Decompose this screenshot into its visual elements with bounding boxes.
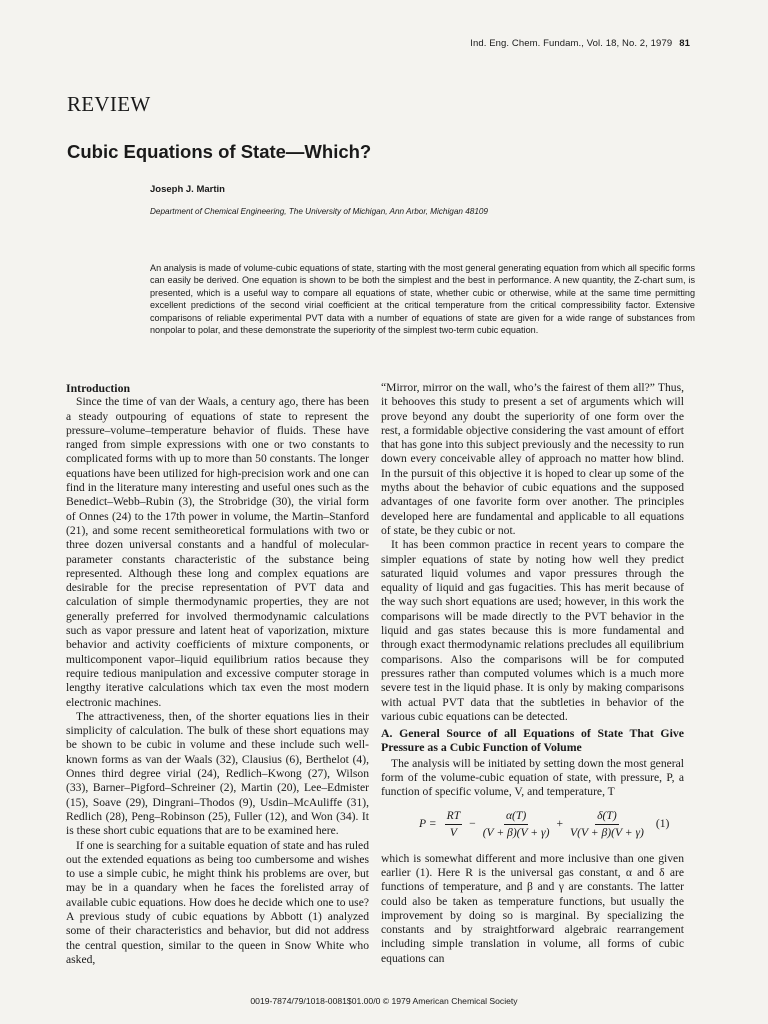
equation-number: (1) <box>655 817 670 831</box>
term-1-numerator: RT <box>445 809 463 825</box>
equation-term-3 <box>570 809 644 841</box>
term-1-denominator: V <box>449 826 457 840</box>
body-paragraph: which is somewhat different and more inclusive than one given earlier (1). Here R is the universal gas constant, α and δ are functions of temperature, and β and γ are constants. The latter could also be taken as temperature functions, but usually the improvement by doing so is marginal. By specializing the constants and by straightforward algebraic rearrangement including simple translation in volume, all forms of cubic equations can <box>381 851 684 965</box>
section-heading-introduction: Introduction <box>66 381 131 395</box>
author-affiliation: Department of Chemical Engineering, The University of Michigan, Ann Arbor, Michigan 48109 <box>150 207 488 216</box>
equation-term-1 <box>445 809 463 841</box>
section-heading-a: A. General Source of all Equations of State That Give Pressure as a Cubic Function of Volume <box>381 726 684 755</box>
term-2-denominator: (V + β)(V + γ) <box>482 826 550 840</box>
abstract: An analysis is made of volume-cubic equations of state, starting with the most general generating equation from which all specific forms can easily be derived. One equation is shown to be both the simplest and the best in performance. A new quantity, the Z-chart sum, is presented, which is a useful way to compare all equations of state, whether cubic or otherwise, while at the same time permitting excellent predictions of the second virial coefficient at the critical temperature from the critical compressibility factor. Extensive comparisons of reliable experimental PVT data with a number of equations of state are given for a wide range of substances from nonpolar to polar, and these demonstrate the superiority of the simplest two-term cubic equation. <box>150 263 695 336</box>
equation-operator-plus: + <box>556 817 564 831</box>
left-column <box>66 381 369 967</box>
equation-operator-minus: − <box>469 817 476 831</box>
body-paragraph: If one is searching for a suitable equation of state and has ruled out the extended equations as being too cumbersome and wishes to use a simple cubic, he might think his problems are over, but may be in a quandary when he faces the forelisted array of available cubic equations. How does he decide which one to use? A previous study of cubic equations by Abbott (1) analyzed some of their characteristics and behavior, but did not address the central question, similar to the queen in Snow White who asked, <box>66 838 369 966</box>
equation-term-2 <box>483 809 550 841</box>
page-number: 81 <box>679 38 690 49</box>
term-3-numerator: δ(T) <box>595 809 619 825</box>
right-column <box>381 381 684 966</box>
page-footer: 0019-7874/79/1018-0081$01.00/0 © 1979 American Chemical Society <box>250 996 518 1006</box>
equation-lhs: P = <box>419 817 437 831</box>
author-name: Joseph J. Martin <box>150 184 225 195</box>
term-2-numerator: α(T) <box>504 809 528 825</box>
body-paragraph: “Mirror, mirror on the wall, who’s the fairest of them all?” Thus, it behooves this study to present a set of arguments which will prove beyond any doubt the superiority of one form over the rest, a formidable objective considering the vast amount of effort that has gone into this subject previously and the necessity to run down every conceivable alley of approach no matter how blind. In the pursuit of this objective it is hoped to clear up some of the myths about the behavior of cubic equations and the supposed advantages of one favorite form over another. The principles developed here are fundamental and applicable to all equations of state, be they cubic or not. <box>381 381 684 537</box>
article-title: Cubic Equations of State—Which? <box>67 141 372 162</box>
journal-citation: Ind. Eng. Chem. Fundam., Vol. 18, No. 2, 1979 <box>470 38 673 49</box>
body-paragraph: Since the time of van der Waals, a century ago, there has been a steady outpouring of equations of state to represent the pressure–volume–temperature behavior of fluids. These have ranged from simple expressions with one or two constants to complicated forms with up to more than 50 constants. The longer equations have been utilized for high-precision work and one can find in the literature many interesting and useful ones such as the Benedict–Webb–Rubin (3), the Strobridge (30), the virial form of Onnes (24) to the 17th power in volume, the Martin–Stanford (21), and some recent semitheoretical formulations with two or three dozen universal constants and a handful of molecular-parameter constants characteristic of the substance being represented. Although these long and complex equations are desirable for the precise representation of PVT data and calculation of simple thermodynamic properties, they are not generally preferred for involved thermodynamic calculations such as vapor pressure and latent heat of vaporization, mixture behavior and activity coefficients of mixture components, or multicomponent vapor–liquid equilibrium ratios because they require tedious manipulation and excessive computer storage in lengthy iterative calculations which tax even the most modern electronic machines. <box>66 395 369 709</box>
running-head <box>470 38 690 49</box>
body-paragraph: The attractiveness, then, of the shorter equations lies in their simplicity of calculation. The bulk of these short equations may be shown to be cubic in volume and these include such well-known forms as van der Waals (32), Clausius (6), Berthelot (4), Onnes third degree virial (24), Redlich–Kwong (27), Wilson (33), Barner–Pigford–Schreiner (2), Martin (20), Lee–Edmister (15), Soave (29), Dingrani–Thodos (9), Usdin–McAuliffe (31), Redlich (28), Peng–Robinson (25), Fuller (12), and Won (34). It is these short cubic equations that are to be examined here. <box>66 709 369 838</box>
equation-1 <box>381 803 684 847</box>
section-label: REVIEW <box>67 92 151 116</box>
body-paragraph: The analysis will be initiated by setting down the most general form of the volume-cubic equation of state, with pressure, P, a function of specific volume, V, and temperature, T <box>381 756 684 799</box>
term-3-denominator: V(V + β)(V + γ) <box>570 826 644 840</box>
body-paragraph: It has been common practice in recent years to compare the simpler equations of state by noting how well they predict saturated liquid volumes and vapor pressures through the equality of liquid and gas fugacities. This has merit because of the way such short equations are used; however, in this work the comparisons will be made directly to the PVT behavior in the liquid and gas states because this is more fundamental and through exact thermodynamic relations precludes all equilibrium comparisons. Also the comparisons will be for computed pressures rather than computed volumes which is a much more severe test in the liquid phase. It is only by making comparisons with actual PVT data that the subtleties in behavior of the various cubic equations can be detected. <box>381 538 684 723</box>
